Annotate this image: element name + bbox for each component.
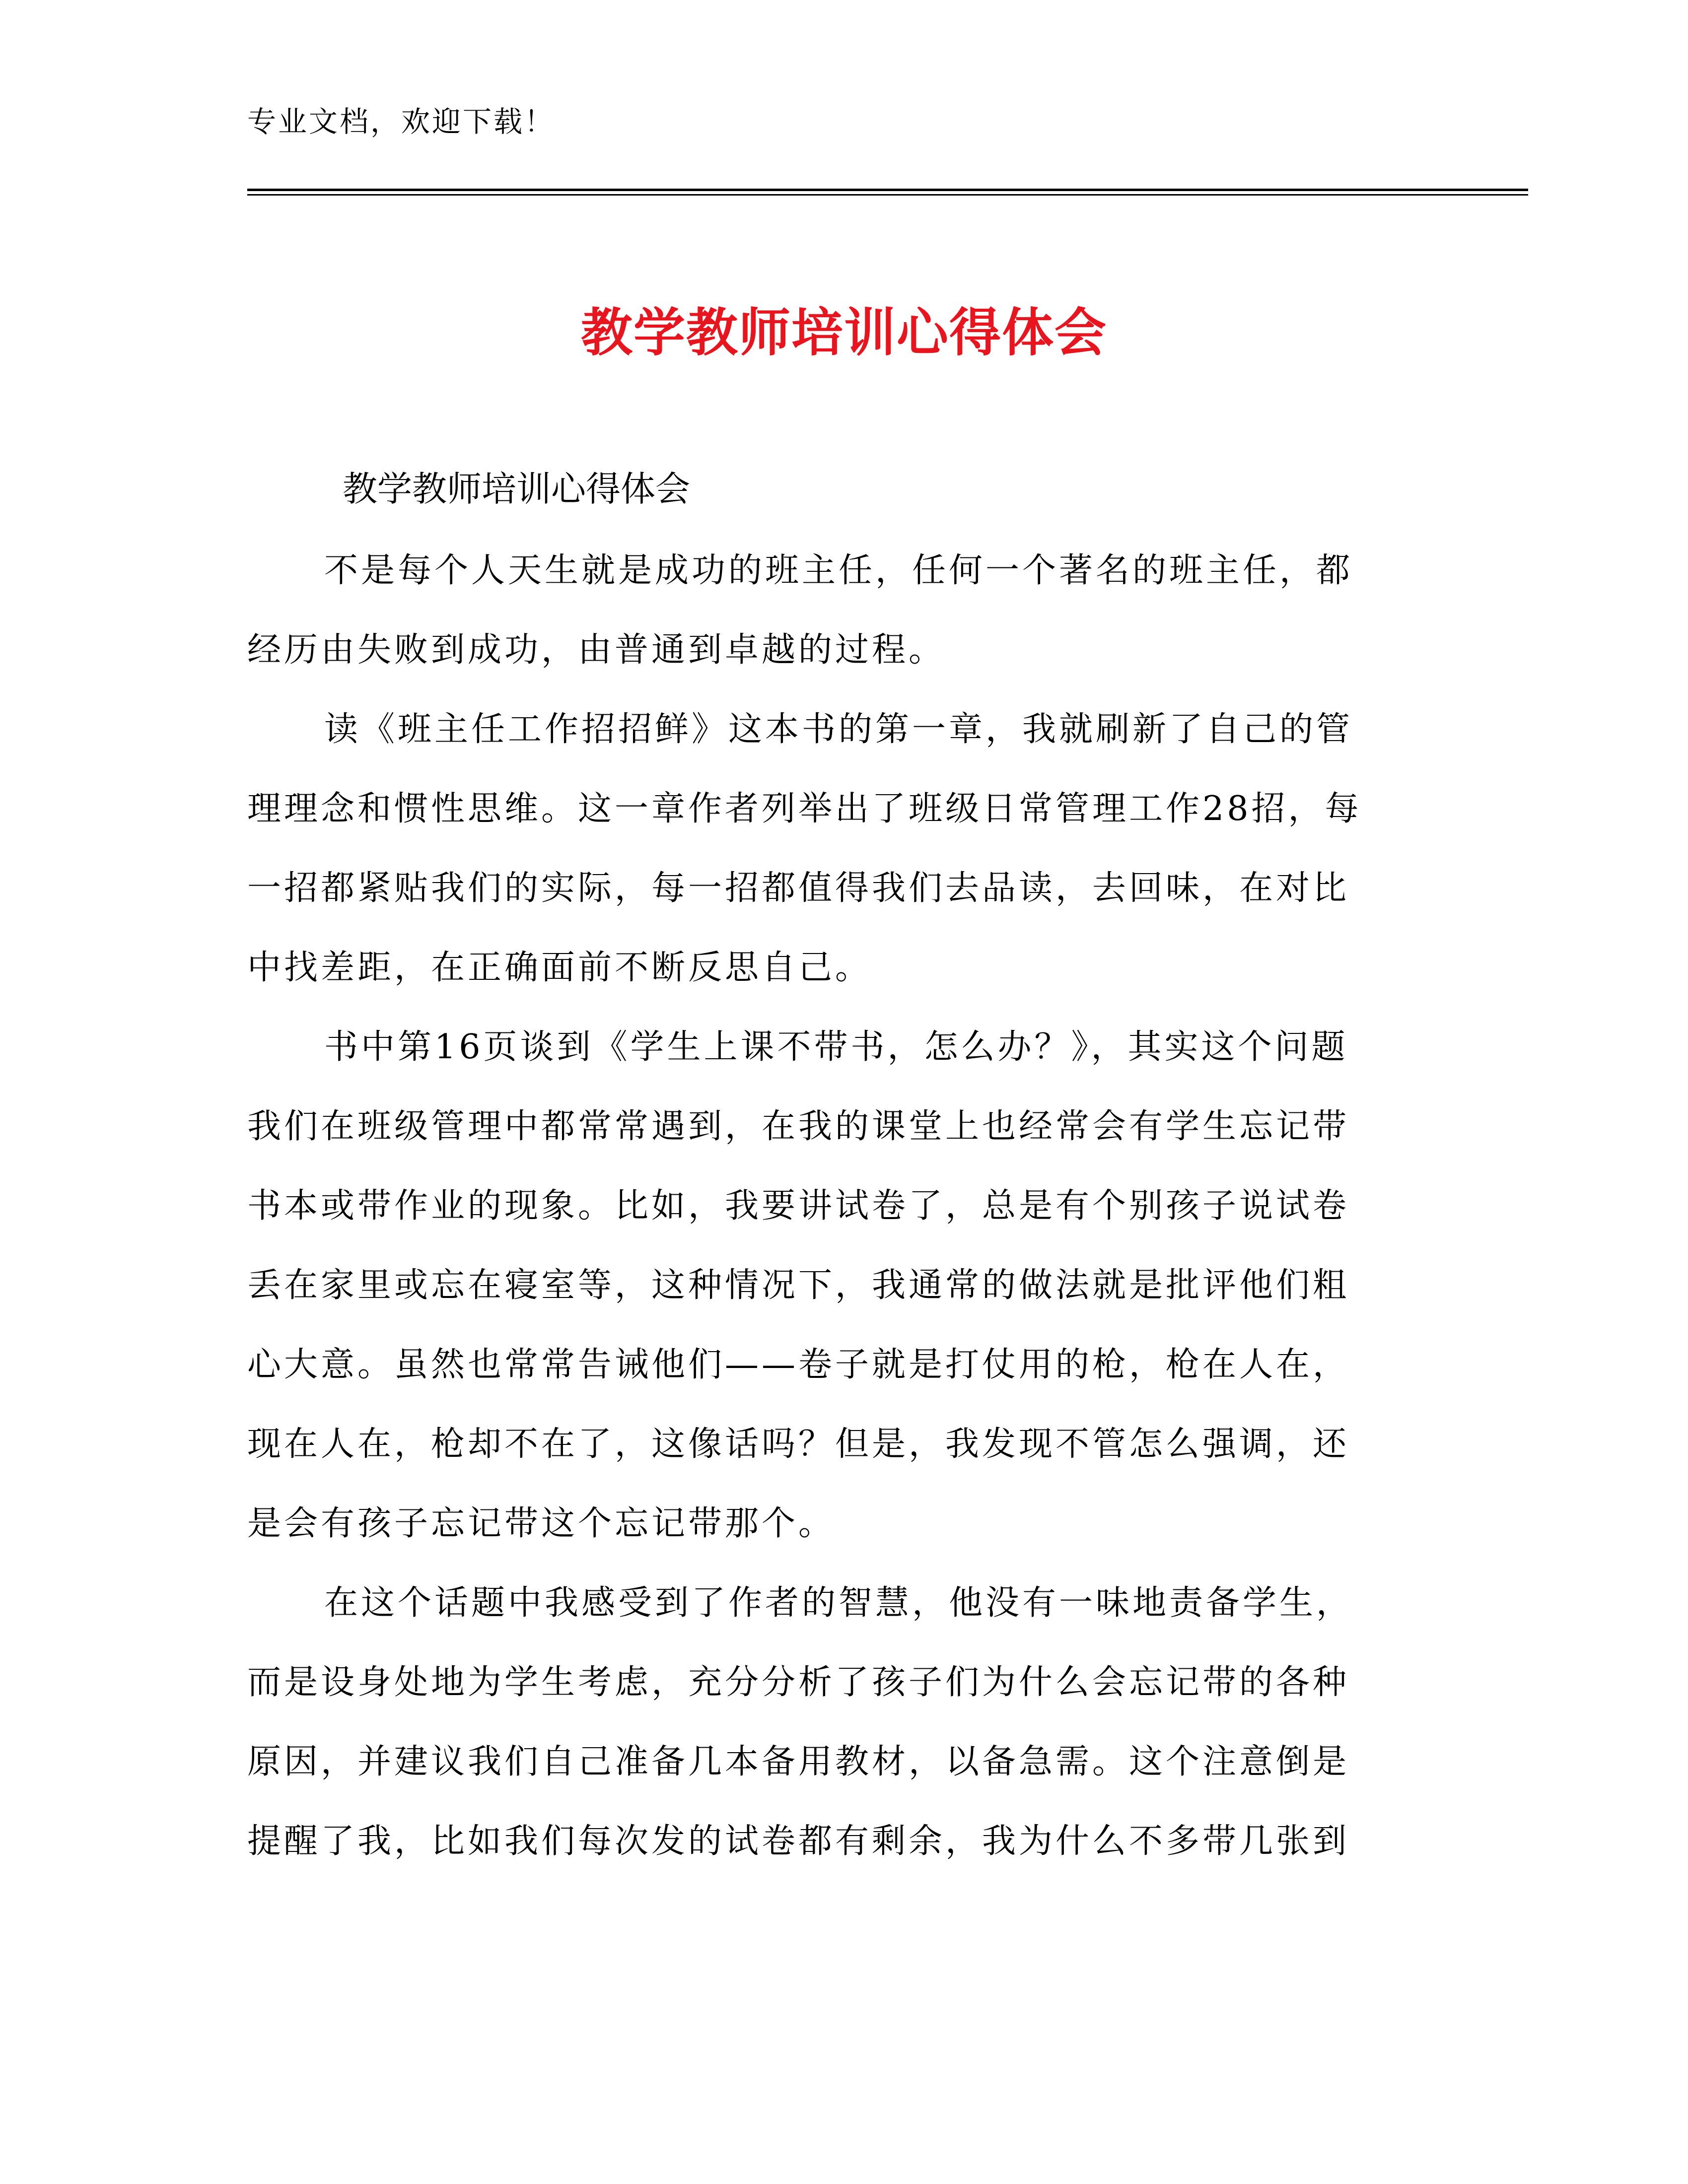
paragraph-2-line-4: 中找差距，在正确面前不断反思自己。 (247, 948, 872, 987)
paragraph-4-line-2: 而是设身处地为学生考虑，充分分析了孩子们为什么会忘记带的各种 (247, 1663, 1350, 1702)
paragraph-4-line-1: 在这个话题中我感受到了作者的智慧，他没有一味地责备学生， (324, 1583, 1353, 1623)
paragraph-2-line-2: 理理念和惯性思维。这一章作者列举出了班级日常管理工作28招，每 (247, 789, 1362, 828)
header-divider-thick (247, 189, 1528, 191)
document-title-text: 教学教师培训心得体会 (580, 302, 1107, 363)
paragraph-3-line-2: 我们在班级管理中都常常遇到，在我的课堂上也经常会有学生忘记带 (247, 1107, 1350, 1146)
paragraph-4-line-3: 原因，并建议我们自己准备几本备用教材，以备急需。这个注意倒是 (247, 1742, 1350, 1781)
page-header: 专业文档，欢迎下载！ (247, 105, 556, 138)
paragraph-4-line-4: 提醒了我，比如我们每次发的试卷都有剩余，我为什么不多带几张到 (247, 1822, 1350, 1861)
document-title (0, 298, 1688, 367)
header-divider-thin (247, 194, 1528, 196)
header-divider (247, 189, 1528, 198)
paragraph-3-line-7: 是会有孩子忘记带这个忘记带那个。 (247, 1504, 836, 1543)
paragraph-3-line-5: 心大意。虽然也常常告诫他们——卷子就是打仗用的枪，枪在人在， (247, 1345, 1350, 1384)
paragraph-3-line-3: 书本或带作业的现象。比如，我要讲试卷了，总是有个别孩子说试卷 (247, 1186, 1350, 1226)
paragraph-3-line-1: 书中第16页谈到《学生上课不带书，怎么办？》，其实这个问题 (324, 1027, 1348, 1067)
paragraph-1-line-2: 经历由失败到成功，由普通到卓越的过程。 (247, 630, 946, 670)
paragraph-3-line-6: 现在人在，枪却不在了，这像话吗？但是，我发现不管怎么强调，还 (247, 1425, 1350, 1464)
paragraph-1-line-1: 不是每个人天生就是成功的班主任，任何一个著名的班主任，都 (324, 551, 1353, 590)
paragraph-2-line-1: 读《班主任工作招招鲜》这本书的第一章，我就刷新了自己的管 (324, 710, 1353, 749)
document-subtitle: 教学教师培训心得体会 (343, 469, 690, 509)
paragraph-2-line-3: 一招都紧贴我们的实际，每一招都值得我们去品读，去回味，在对比 (247, 869, 1350, 908)
paragraph-3-line-4: 丢在家里或忘在寝室等，这种情况下，我通常的做法就是批评他们粗 (247, 1266, 1350, 1305)
